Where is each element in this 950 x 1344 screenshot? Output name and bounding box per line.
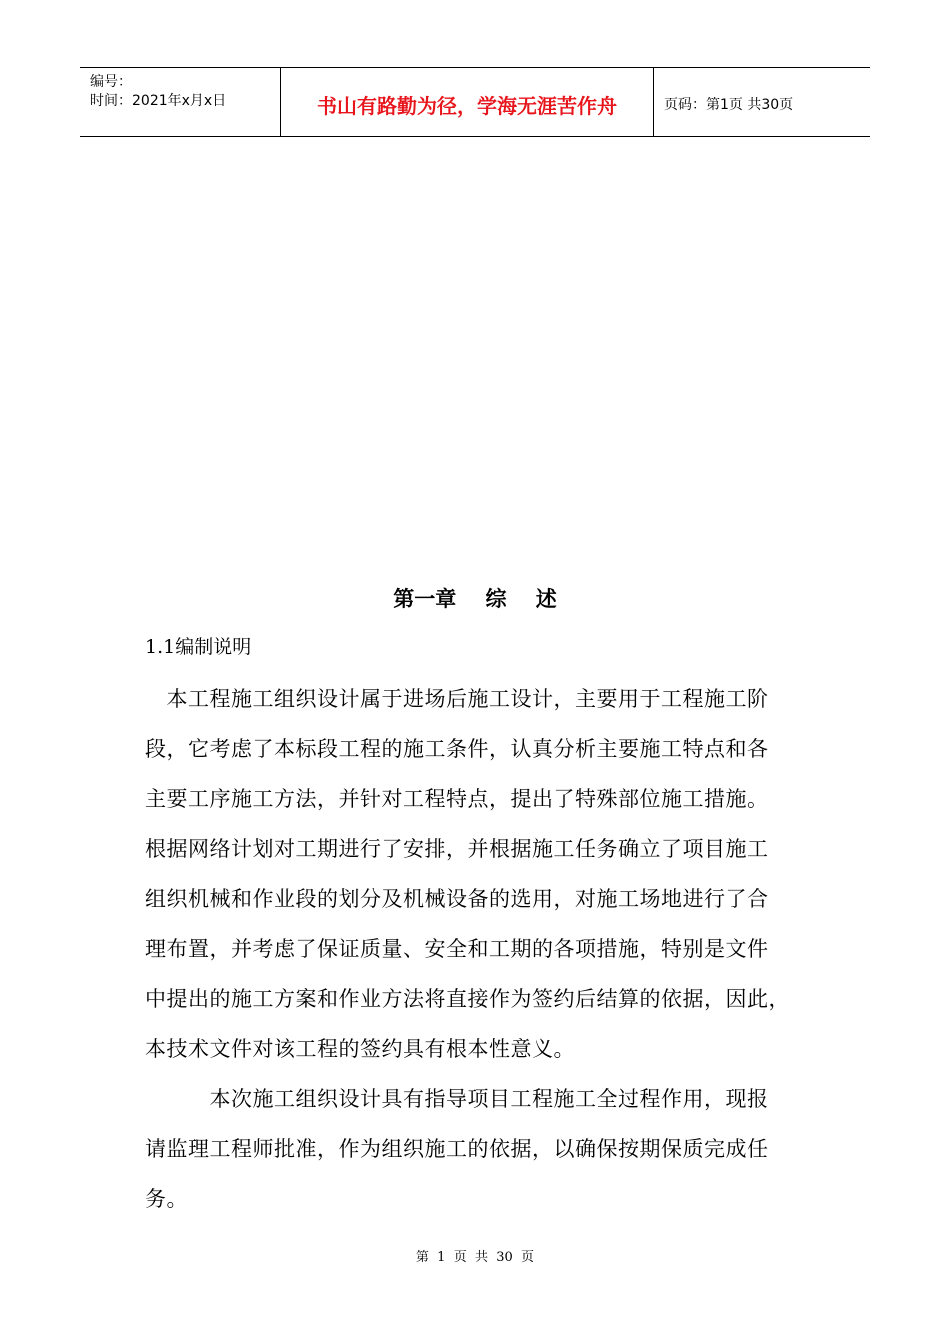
paragraph-line: 请监理工程师批准，作为组织施工的依据，以确保按期保质完成任 xyxy=(145,1137,769,1161)
header-left-cell xyxy=(80,68,280,136)
header-middle-cell xyxy=(280,68,654,136)
paragraph-line: 本工程施工组织设计属于进场后施工设计，主要用于工程施工阶 xyxy=(145,687,769,711)
page-footer: 第 1 页 共 30 页 xyxy=(415,1250,535,1265)
chapter-title: 第一章 综 述 xyxy=(393,587,557,611)
paragraph-line: 段，它考虑了本标段工程的施工条件，认真分析主要施工特点和各 xyxy=(145,737,769,761)
paragraph-line: 本技术文件对该工程的签约具有根本性意义。 xyxy=(145,1037,575,1061)
section-heading: 1.1编制说明 xyxy=(145,636,252,658)
document-date-label: 时间：2021年x月x日 xyxy=(90,93,227,109)
paragraph-line: 根据网络计划对工期进行了安排，并根据施工任务确立了项目施工 xyxy=(145,837,769,861)
header-page-number: 页码：第1页 共30页 xyxy=(664,97,794,113)
paragraph-line: 中提出的施工方案和作业方法将直接作为签约后结算的依据，因此， xyxy=(145,987,790,1011)
paragraph-line: 主要工序施工方法，并针对工程特点，提出了特殊部位施工措施。 xyxy=(145,787,769,811)
document-code-label: 编号： xyxy=(90,74,132,90)
page-header-table xyxy=(80,67,870,137)
header-right-cell xyxy=(653,68,870,136)
header-motto: 书山有路勤为径，学海无涯苦作舟 xyxy=(317,94,617,118)
paragraph-line: 本次施工组织设计具有指导项目工程施工全过程作用，现报 xyxy=(145,1087,769,1111)
paragraph-line: 理布置，并考虑了保证质量、安全和工期的各项措施，特别是文件 xyxy=(145,937,769,961)
paragraph-line: 组织机械和作业段的划分及机械设备的选用，对施工场地进行了合 xyxy=(145,887,769,911)
paragraph-line: 务。 xyxy=(145,1187,188,1211)
